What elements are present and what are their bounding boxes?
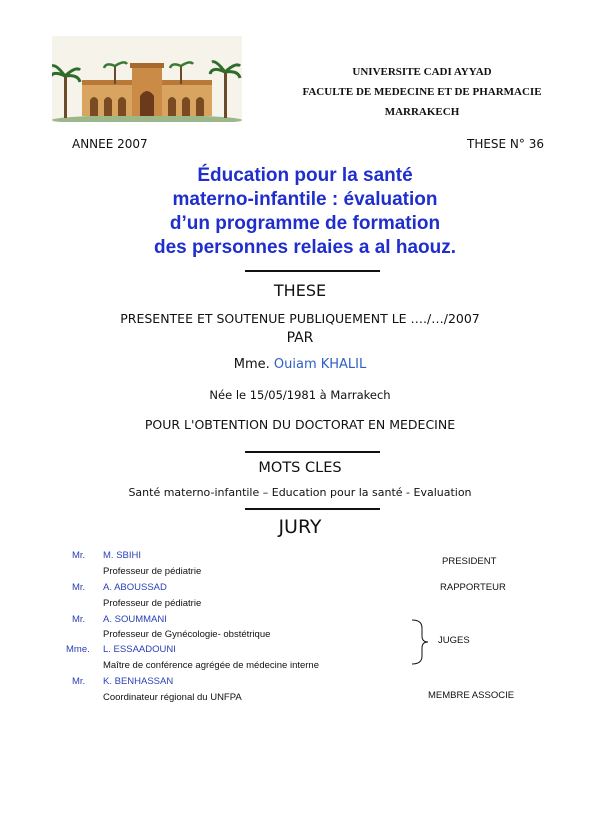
jury-member-3-name: A. SOUMMANI bbox=[103, 614, 167, 625]
thesis-title bbox=[60, 164, 550, 260]
divider bbox=[245, 270, 380, 272]
faculty-name: FACULTE DE MEDECINE ET DE PHARMACIE bbox=[302, 86, 542, 98]
thesis-number: THESE N° 36 bbox=[466, 137, 544, 151]
birth-line: Née le 15/05/1981 à Marrakech bbox=[209, 388, 391, 402]
author-prefix: Mme. bbox=[233, 357, 270, 372]
jury-member-2-title: Mr. bbox=[72, 582, 86, 593]
these-heading: THESE bbox=[273, 281, 327, 300]
role-membre-associe: MEMBRE ASSOCIE bbox=[428, 690, 515, 701]
title-line-4: des personnes relaies a al haouz. bbox=[153, 237, 456, 258]
jury-heading: JURY bbox=[278, 516, 322, 538]
jury-member-4-title: Mme. bbox=[66, 644, 90, 655]
title-line-1: Éducation pour la santé bbox=[197, 165, 413, 186]
jury-member-2-position: Professeur de pédiatrie bbox=[103, 598, 202, 609]
jury-member-3-position: Professeur de Gynécologie- obstétrique bbox=[103, 629, 271, 640]
role-rapporteur: RAPPORTEUR bbox=[440, 582, 506, 593]
jury-member-1-position: Professeur de pédiatrie bbox=[103, 566, 202, 577]
purpose-line: POUR L'OBTENTION DU DOCTORAT EN MEDECINE bbox=[144, 417, 456, 432]
city-name: MARRAKECH bbox=[384, 106, 460, 118]
faculty-building-logo bbox=[52, 36, 242, 122]
role-juges: JUGES bbox=[438, 635, 470, 646]
jury-member-5-title: Mr. bbox=[72, 676, 86, 687]
keywords-heading: MOTS CLES bbox=[258, 460, 342, 476]
right-brace bbox=[408, 618, 432, 666]
jury-member-3-title: Mr. bbox=[72, 614, 86, 625]
presented-line: PRESENTEE ET SOUTENUE PUBLIQUEMENT LE …./…/2007 bbox=[120, 311, 480, 326]
keywords-text: Santé materno-infantile – Education pour la santé - Evaluation bbox=[128, 486, 472, 499]
title-line-2: materno-infantile : évaluation bbox=[172, 189, 438, 210]
jury-member-5-position: Coordinateur régional du UNFPA bbox=[103, 692, 242, 703]
title-line-3: d’un programme de formation bbox=[169, 213, 441, 234]
divider bbox=[245, 508, 380, 510]
author-line bbox=[0, 357, 600, 372]
par-label: PAR bbox=[286, 330, 314, 346]
jury-member-1-title: Mr. bbox=[72, 550, 86, 561]
divider bbox=[245, 451, 380, 453]
jury-member-1-name: M. SBIHI bbox=[103, 550, 142, 561]
thesis-year: ANNEE 2007 bbox=[72, 137, 148, 151]
jury-member-4-position: Maître de conférence agrégée de médecine interne bbox=[103, 660, 319, 671]
role-president: PRESIDENT bbox=[442, 556, 497, 567]
university-name: UNIVERSITE CADI AYYAD bbox=[352, 66, 492, 78]
jury-member-5-name: K. BENHASSAN bbox=[103, 676, 174, 687]
jury-member-4-name: L. ESSAADOUNI bbox=[103, 644, 176, 655]
author-name: Ouiam KHALIL bbox=[273, 357, 367, 372]
jury-member-2-name: A. ABOUSSAD bbox=[103, 582, 167, 593]
